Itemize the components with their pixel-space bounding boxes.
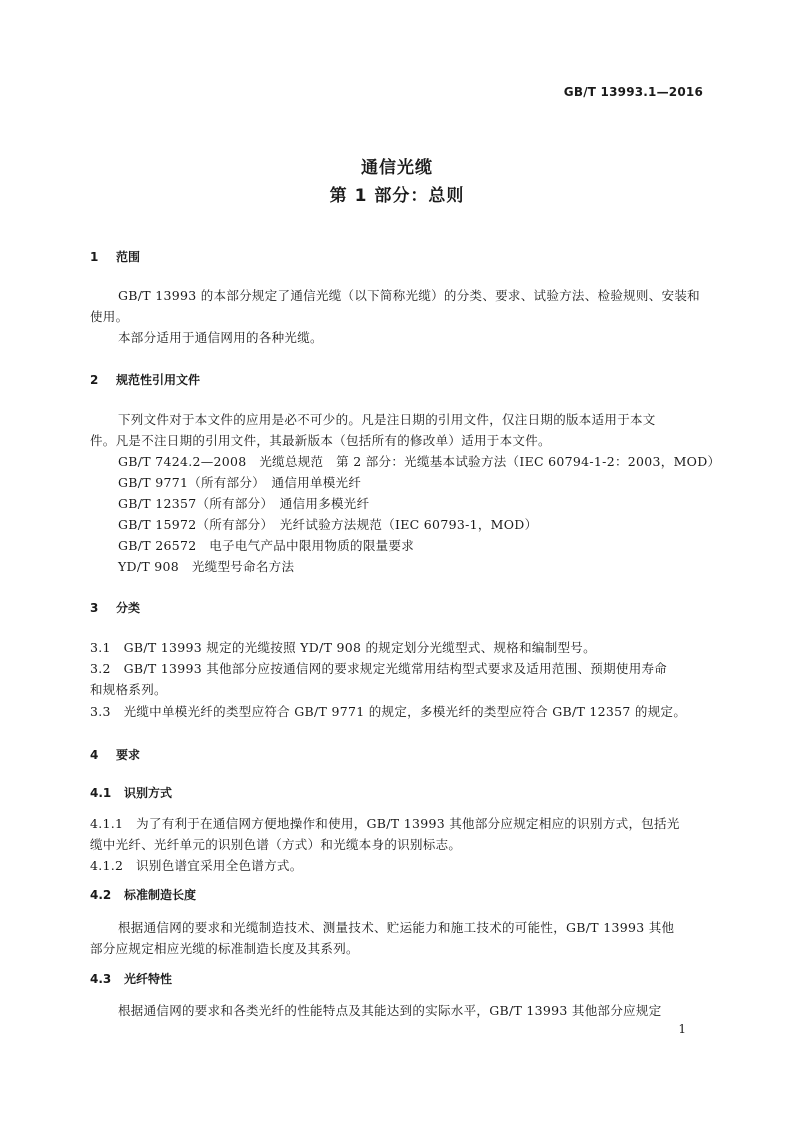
section-3-heading [90, 599, 140, 616]
title-line-2: 第 1 部分：总则 [329, 186, 465, 206]
paragraph: 根据通信网的要求和光缆制造技术、测量技术、贮运能力和施工技术的可能性，GB/T 13993 其他 [118, 920, 675, 935]
reference-item: GB/T 7424.2—2008 光缆总规范 第 2 部分：光缆基本试验方法（IEC 60794-1-2：2003，MOD） [118, 454, 721, 469]
clause-4-1-2: 4.1.2 识别色谱宜采用全色谱方式。 [90, 858, 303, 873]
reference-item: GB/T 15972（所有部分） 光纤试验方法规范（IEC 60793-1，MOD） [118, 517, 538, 532]
subsection-4-3-heading [90, 970, 172, 987]
subsection-title: 标准制造长度 [124, 888, 197, 902]
section-title: 分类 [116, 601, 141, 615]
paragraph: GB/T 13993 的本部分规定了通信光缆（以下简称光缆）的分类、要求、试验方法、检验规则、安装和 [118, 288, 700, 303]
section-4-heading [90, 746, 140, 763]
clause-3-2: 3.2 GB/T 13993 其他部分应按通信网的要求规定光缆常用结构型式要求及适用范围、预期使用寿命 [90, 661, 668, 676]
clause-3-3: 3.3 光缆中单模光纤的类型应符合 GB/T 9771 的规定，多模光纤的类型应符合 GB/T 12357 的规定。 [90, 704, 687, 719]
subsection-title: 识别方式 [124, 786, 173, 800]
subsection-4-2-heading [90, 886, 196, 903]
title-line-1: 通信光缆 [361, 158, 433, 178]
clause-3-2-continuation: 和规格系列。 [90, 682, 167, 697]
reference-item: GB/T 12357（所有部分） 通信用多模光纤 [118, 496, 370, 511]
section-2-heading [90, 371, 200, 388]
paragraph-continuation: 部分应规定相应光缆的标准制造长度及其系列。 [90, 941, 359, 956]
reference-item: YD/T 908 光缆型号命名方法 [118, 559, 295, 574]
section-1-heading [90, 248, 140, 265]
clause-3-1: 3.1 GB/T 13993 规定的光缆按照 YD/T 908 的规定划分光缆型式、规格和编制型号。 [90, 640, 596, 655]
paragraph: 根据通信网的要求和各类光纤的性能特点及其能达到的实际水平，GB/T 13993 其他部分应规定 [118, 1003, 662, 1018]
reference-item: GB/T 9771（所有部分） 通信用单模光纤 [118, 475, 362, 490]
reference-item: GB/T 26572 电子电气产品中限用物质的限量要求 [118, 538, 415, 553]
section-number: 3 [90, 601, 99, 615]
section-number: 4 [90, 748, 99, 762]
paragraph: 下列文件对于本文件的应用是必不可少的。凡是注日期的引用文件，仅注日期的版本适用于本文 [118, 412, 656, 427]
subsection-number: 4.2 [90, 888, 112, 902]
clause-4-1-1-continuation: 缆中光纤、光纤单元的识别色谱（方式）和光缆本身的识别标志。 [90, 837, 462, 852]
paragraph-continuation: 件。凡是不注日期的引用文件，其最新版本（包括所有的修改单）适用于本文件。 [90, 433, 551, 448]
section-number: 2 [90, 373, 99, 387]
page-number: 1 [678, 1022, 686, 1036]
clause-4-1-1: 4.1.1 为了有利于在通信网方便地操作和使用，GB/T 13993 其他部分应规定相应的识别方式，包括光 [90, 816, 680, 831]
subsection-number: 4.3 [90, 972, 112, 986]
subsection-title: 光纤特性 [124, 972, 173, 986]
paragraph-continuation: 使用。 [90, 309, 129, 324]
section-title: 规范性引用文件 [116, 373, 201, 387]
subsection-4-1-heading [90, 784, 172, 801]
section-number: 1 [90, 250, 99, 264]
subsection-number: 4.1 [90, 786, 112, 800]
section-title: 要求 [116, 748, 141, 762]
section-title: 范围 [116, 250, 141, 264]
document-code: GB/T 13993.1—2016 [563, 85, 703, 99]
paragraph: 本部分适用于通信网用的各种光缆。 [118, 330, 323, 345]
